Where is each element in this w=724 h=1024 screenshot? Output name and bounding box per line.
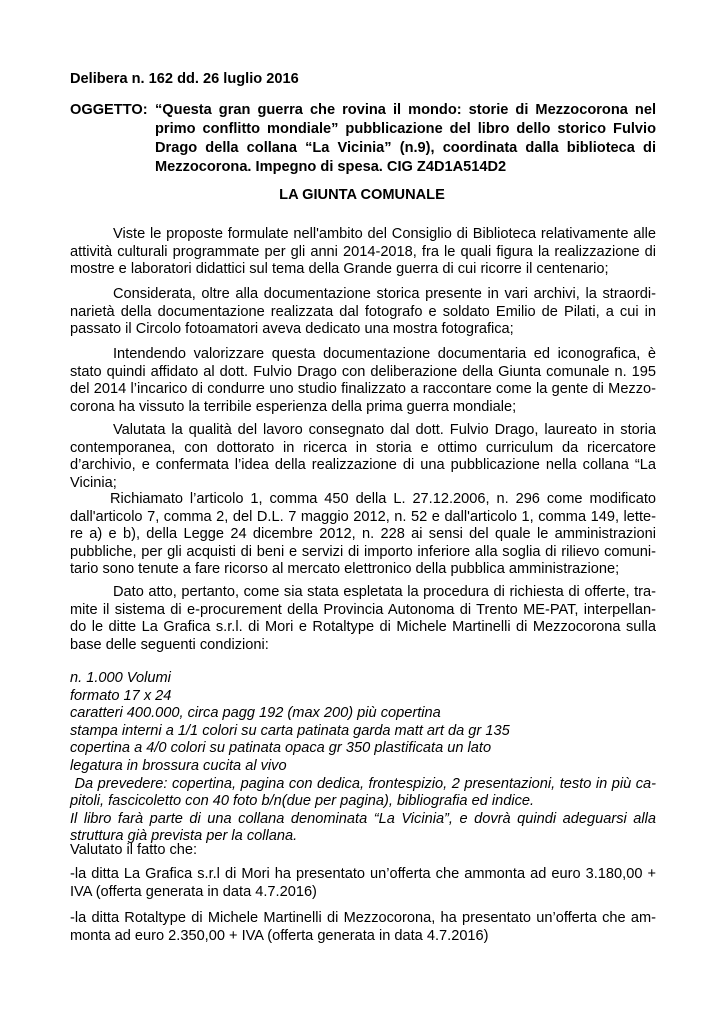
paragraph-line: mite il sistema di e-procurement della Provincia Autonoma di Trento ME-PAT, interpellan-: [70, 601, 656, 618]
paragraph-line: corona ha vissuto la terribile esperienza della prima guerra mondiale;: [70, 398, 517, 415]
offer-line: monta ad euro 2.350,00 + IVA (offerta generata in data 4.7.2016): [70, 927, 489, 944]
condition-line: formato 17 x 24: [70, 687, 172, 704]
paragraph-line: base delle seguenti condizioni:: [70, 636, 269, 653]
oggetto-text: [155, 101, 656, 177]
oggetto-line: “Questa gran guerra che rovina il mondo: storie di Mezzocorona nel: [155, 102, 656, 118]
paragraph-line: del 2014 l’incarico di condurre uno studio finalizzato a raccontare come la gente di Mezzo-: [70, 381, 656, 397]
paragraph-line: Valutata la qualità del lavoro consegnato dal dott. Fulvio Drago, laureato in storia: [113, 422, 656, 438]
paragraph-line: Dato atto, pertanto, come sia stata espletata la procedura di richiesta di offerte, tra-: [113, 584, 656, 600]
condition-line: pitoli, fascicoletto con 40 foto b/n(due per pagina), bibliografia ed indice.: [70, 793, 535, 810]
paragraph-considerata: [70, 286, 656, 339]
condition-line: n. 1.000 Volumi: [70, 670, 171, 686]
oggetto-line: Drago della collana “La Vicinia” (n.9), coordinata dalla biblioteca di: [155, 140, 656, 156]
paragraph-line: attività culturali programmate per gli anni 2014-2018, fra le quali figura la realizzazione di: [70, 243, 656, 260]
offer-line: -la ditta La Grafica s.r.l di Mori ha presentato un’offerta che ammonta ad euro 3.180,00 +: [70, 866, 656, 882]
paragraph-line: d’archivio, e confermata l’idea della realizzazione di una pubblicazione nella collana “La: [70, 457, 656, 473]
paragraph-line: dall'articolo 7, comma 2, del D.L. 7 maggio 2012, n. 52 e dall'articolo 1, comma 149, lette-: [70, 508, 656, 525]
valutato-line: Valutato il fatto che:: [70, 842, 198, 858]
paragraph-line: Richiamato l’articolo 1, comma 450 della L. 27.12.2006, n. 296 come modificato: [110, 491, 656, 507]
condition-line: Da prevedere: copertina, pagina con dedica, frontespizio, 2 presentazioni, testo in più ca-: [70, 775, 656, 792]
paragraph-line: stato quindi affidato al dott. Fulvio Drago con deliberazione della Giunta comunale n. 195: [70, 363, 656, 380]
condition-line: stampa interni a 1/1 colori su carta patinata garda matt art da gr 135: [70, 722, 510, 739]
oggetto-label: OGGETTO:: [70, 102, 148, 118]
oggetto-line: primo conflitto mondiale” pubblicazione del libro dello storico Fulvio: [155, 121, 656, 137]
paragraph-line: re a) e b), della Legge 24 dicembre 2012, n. 228 ai sensi del quale le amministrazioni: [70, 526, 656, 542]
offer-la-grafica: [70, 866, 656, 901]
offer-line: -la ditta Rotaltype di Michele Martinelli di Mezzocorona, ha presentato un’offerta che am-: [70, 910, 656, 926]
delibera-title: Delibera n. 162 dd. 26 luglio 2016: [70, 71, 299, 87]
paragraph-line: Vicinia;: [70, 474, 117, 491]
condition-line: copertina a 4/0 colori su patinata opaca gr 350 plastificata un lato: [70, 740, 492, 757]
paragraph-richiamato: [70, 491, 656, 579]
paragraph-line: Intendendo valorizzare questa documentazione documentaria ed iconografica, è: [113, 346, 656, 362]
paragraph-line: passato il Circolo fotoamatori aveva dedicato una mostra fotografica;: [70, 321, 514, 337]
offer-rotaltype: [70, 910, 656, 945]
paragraph-line: Viste le proposte formulate nell'ambito del Consiglio di Biblioteca relativamente alle: [113, 226, 656, 242]
paragraph-line: tario sono tenute a fare ricorso al mercato elettronico della pubblica amministrazione;: [70, 561, 620, 577]
oggetto-line: Mezzocorona. Impegno di spesa. CIG Z4D1A514D2: [155, 159, 507, 175]
paragraph-line: mostre e laboratori didattici sul tema della Grande guerra di cui ricorre il centenario;: [70, 261, 609, 277]
paragraph-dato-atto: [70, 584, 656, 654]
condition-line: caratteri 400.000, circa pagg 192 (max 200) più copertina: [70, 705, 441, 722]
condition-line: legatura in brossura cucita al vivo: [70, 757, 287, 774]
paragraph-line: Considerata, oltre alla documentazione storica presente in vari archivi, la straordi-: [113, 286, 656, 302]
condition-line: Il libro farà parte di una collana denominata “La Vicinia”, e dovrà quindi adeguarsi alla: [70, 810, 656, 827]
offer-line: IVA (offerta generata in data 4.7.2016): [70, 883, 317, 900]
paragraph-line: contemporanea, con dottorato in ricerca in storia e ottimo curriculum da ricercatore: [70, 439, 656, 456]
paragraph-intendendo: [70, 346, 656, 416]
conditions-list: [70, 670, 656, 846]
paragraph-line: narietà della documentazione realizzata dal fotografo e soldato Emilio de Pilati, a cui in: [70, 303, 656, 320]
paragraph-viste: [70, 226, 656, 279]
paragraph-valutata: [70, 422, 656, 492]
paragraph-line: do le ditte La Grafica s.r.l. di Mori e Rotaltype di Michele Martinelli di Mezzocorona sulla: [70, 619, 656, 635]
paragraph-line: pubbliche, per gli acquisti di beni e servizi di importo inferiore alla soglia di rilievo comuni-: [70, 543, 656, 560]
condition-line: struttura già prevista per la collana.: [70, 828, 298, 845]
giunta-heading: LA GIUNTA COMUNALE: [279, 187, 445, 203]
